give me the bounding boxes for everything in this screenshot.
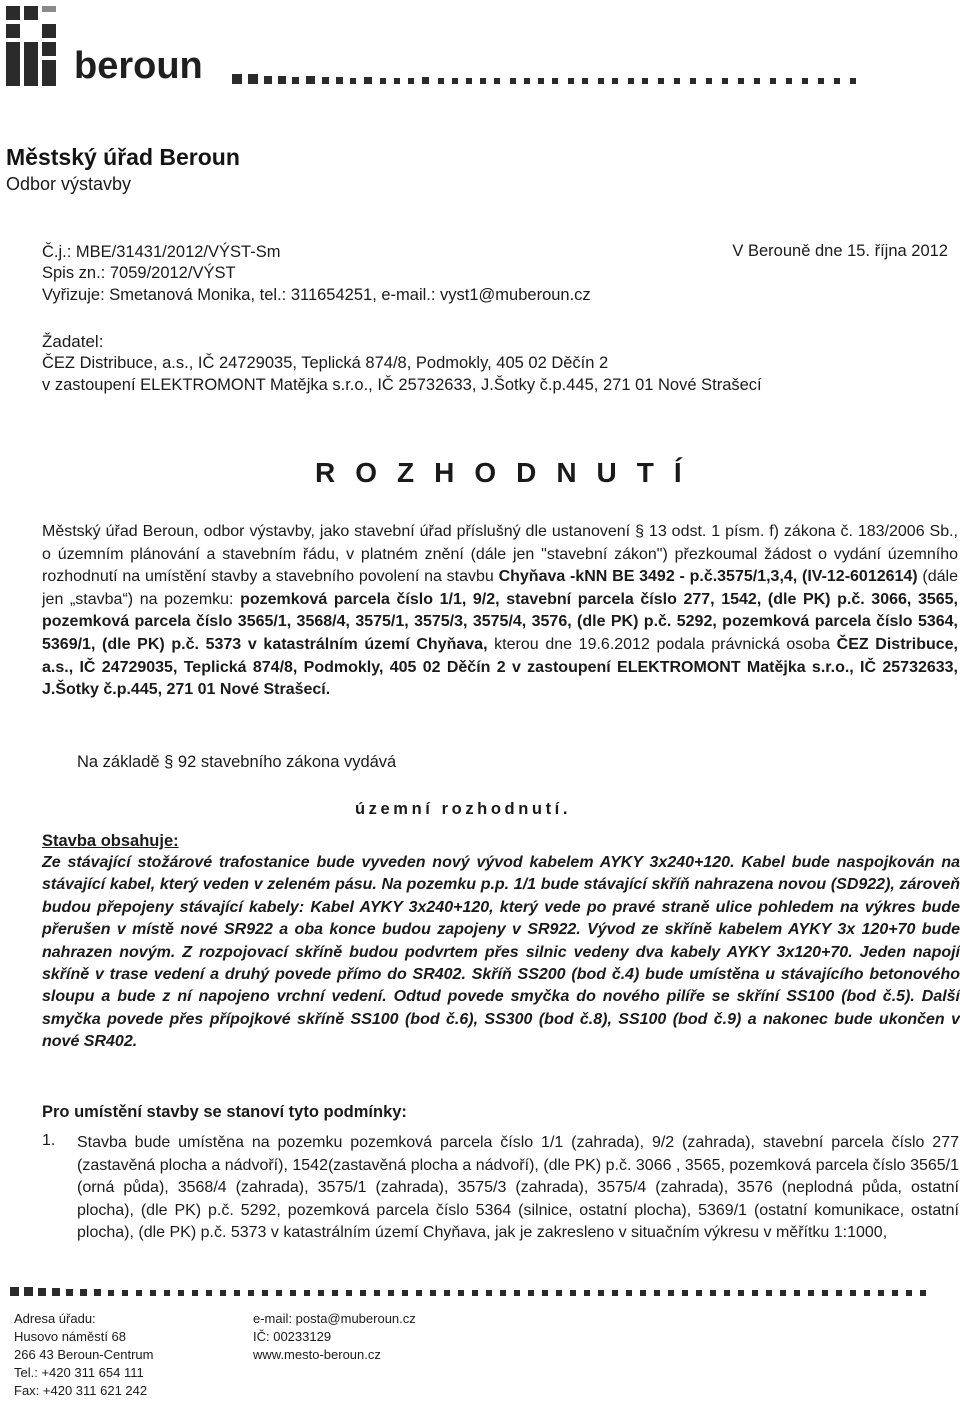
legal-basis — [77, 752, 396, 773]
content-label: Stavba obsahuje: — [42, 832, 179, 850]
basis-pre: Na základě — [77, 753, 165, 771]
conditions-label: Pro umístění stavby se stanoví tyto podmínky: — [42, 1103, 407, 1121]
footer-tel: Tel.: +420 311 654 111 — [14, 1365, 144, 1380]
applicant-bold: ČEZ Distribuce, a.s., IČ 24729035, Teplická 874/8, Podmokly, 405 02 Děčín 2 v zastoupení ELEKTROMONT Matějka s.r.o., IČ 25732633, J.Šotky č.p.445, 271 01 Nové Strašecí. — [42, 635, 958, 699]
construction-name: Chyňava -kNN BE 3492 - p.č.3575/1,3,4, (IV-12-6012614) — [498, 568, 918, 586]
handler: Vyřizuje: Smetanová Monika, tel.: 311654251, e-mail.: vyst1@muberoun.cz — [42, 286, 591, 304]
footer-address-label: Adresa úřadu: — [14, 1311, 96, 1326]
brand-wordmark: beroun — [74, 45, 203, 87]
section-sign: § — [635, 523, 644, 540]
footer-web[interactable]: www.mesto-beroun.cz — [253, 1347, 381, 1362]
content-text: Ze stávající stožárové trafostanice bude vyveden nový vývod kabelem AYKY 3x240+120. Kabel bude naspojkován na stávající kabel, který veden v zeleném pásu. Na pozemku p.p. 1/1 bude stávající skříň nahrazena novou (SD922), zároveň budou přepojeny stávající kabely: Kabel AYKY 3x240+120, který vede po pravé straně ulice pohledem na výkres bude přerušen v místě nové SR922 a oba konce budou zapojeny v SR922. Vývod ze skříně kabelem AYKY 3x 120+70 bude nahrazen novým. Z rozpojovací skříně budou podvrtem přes silnic vedeny dva kabely AYKY 3x120+70. Jeden napojí skříně v trase vedení a druhý povede přímo do SR402. Skříň SS200 (bod č.4) bude umístěna u stávajícího betonového sloupu a bude z ní napojeno vrchní vedení. Odtud povede smyčka do nového pilíře se skříní SS100 (bod č.5). Další smyčka povede přes přípojkové skříně SS100 (bod č.6), SS300 (bod č.8), SS100 (bod č.9) a nakonec bude ukončen v nové SR402. — [42, 854, 960, 1051]
footer-city: 266 43 Beroun-Centrum — [14, 1347, 154, 1362]
decision-paragraph — [42, 521, 958, 702]
para-mid2: (dále jen „stavba“) na pozemku: — [42, 568, 958, 608]
date: V Berouně dne 15. října 2012 — [732, 242, 948, 260]
file-number: Spis zn.: 7059/2012/VÝST — [42, 264, 236, 282]
footer-email[interactable]: e-mail: posta@muberoun.cz — [253, 1311, 416, 1326]
condition-number: 1. — [42, 1132, 56, 1149]
ref-number: Č.j.: MBE/31431/2012/VÝST-Sm — [42, 243, 281, 261]
applicant-label: Žadatel: — [42, 332, 104, 351]
header-decorative-dashes — [232, 72, 872, 86]
office-title: Městský úřad Beroun — [6, 144, 240, 170]
condition-text: Stavba bude umístěna na pozemku pozemková parcela číslo 1/1 (zahrada), 9/2 (zahrada), stavební parcela číslo 277 (zastavěná plocha a nádvoří), 1542(zastavěná plocha a nádvoří), (dle PK) p.č. 3066 , 3565, pozemková parcela číslo 3565/1 (orná půda), 3568/4 (zahrada), 3575/1 (zahrada), 3575/3 (zahrada), 3575/4 (zahrada), 3576 (neplodná půda, ostatní plocha), (dle PK) p.č. 5292, pozemková parcela číslo 5364 (silnice, ostatní plocha), 5369/1 (ostatní komunikace, ostatní plocha), (dle PK) p.č. 5373 v katastrálním území Chyňava, jak je zakresleno v situačním výkresu v měřítku 1:1000, — [77, 1134, 959, 1242]
footer-street: Husovo náměstí 68 — [14, 1329, 127, 1344]
footer-fax: Fax: +420 311 621 242 — [14, 1383, 148, 1398]
para-mid3: kterou dne 19.6.2012 podala právnická osoba — [487, 635, 837, 653]
beroun-logo — [6, 6, 68, 86]
footer-decorative-dashes — [10, 1284, 950, 1298]
para-mid1: 13 odst. 1 písm. f) zákona č. 183/2006 Sb., o územním plánování a stavebním řádu, v platném znění (dále jen "stavební zákon") přezkoumal žádost o vydání územního rozhodnutí na umístění stavby a stavebního povolení na stavbu — [42, 523, 958, 586]
applicant-line1: ČEZ Distribuce, a.s., IČ 24729035, Teplická 874/8, Podmokly, 405 02 Děčín 2 — [42, 354, 609, 372]
applicant-line2: v zastoupení ELEKTROMONT Matějka s.r.o., IČ 25732633, J.Šotky č.p.445, 271 01 Nové Strašecí — [42, 376, 762, 394]
spaced-title: územní rozhodnutí. — [355, 800, 572, 818]
basis-section-sign: § — [164, 753, 174, 771]
office-subtitle: Odbor výstavby — [6, 174, 132, 194]
para-start: Městský úřad Beroun, odbor výstavby, jako stavební úřad příslušný dle ustanovení — [42, 523, 636, 540]
decision-heading: ROZHODNUTÍ — [315, 457, 702, 488]
parcels: pozemková parcela číslo 1/1, 9/2, stavební parcela číslo 277, 1542, (dle PK) p.č. 3066, 3565, pozemková parcela číslo 3565/1, 3568/4, 3575/1, 3575/3, 3575/4, 3576, (dle PK) p.č. 5292, pozemková parcela číslo 5364, 5369/1, (dle PK) p.č. 5373 v katastrálním území Chyňava, — [42, 590, 958, 653]
basis-post: 92 stavebního zákona vydává — [173, 753, 397, 771]
footer-ic: IČ: 00233129 — [253, 1329, 332, 1344]
